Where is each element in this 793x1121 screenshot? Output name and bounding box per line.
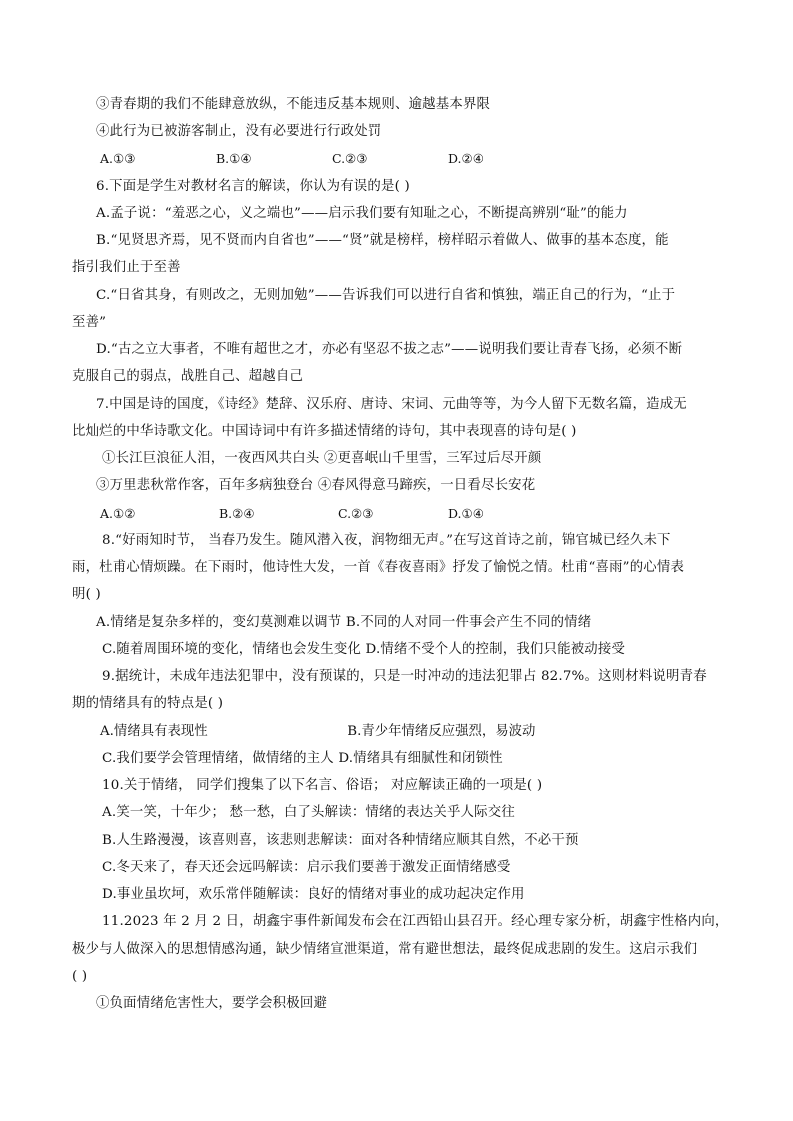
question-8: 8.“好雨知时节， 当春乃发生。随风潜入夜，润物细无声。”在写这首诗之前，锦官城已经久未下 — [102, 533, 671, 548]
text-line: ( ) — [72, 969, 88, 984]
text-line: 至善” — [72, 315, 107, 330]
text-line: B.“见贤思齐焉，见不贤而内自省也”——“贤”就是榜样，榜样昭示着做人、做事的基本态度，能 — [96, 233, 669, 248]
text-line: D.事业虽坎坷，欢乐常伴随解读：良好的情绪对事业的成功起决定作用 — [102, 887, 525, 902]
question-11: 11.2023 年 2 月 2 日，胡鑫宇事件新闻发布会在江西铅山县召开。经心理专家分析，胡鑫宇性格内向， — [102, 914, 729, 929]
text-line: 指引我们止于至善 — [72, 260, 181, 275]
option: A.①③ — [100, 151, 136, 166]
text-line: D.“古之立大事者，不唯有超世之才，亦必有坚忍不拔之志”——说明我们要让青春飞扬，必须不断 — [96, 342, 683, 357]
text-line: 比灿烂的中华诗歌文化。中国诗词中有许多描述情绪的诗句，其中表现喜的诗句是( ) — [72, 424, 577, 439]
options-row-q9 — [100, 723, 535, 741]
option: B.①④ — [215, 151, 252, 166]
option: A.情绪具有表现性 — [100, 724, 208, 739]
option: B.青少年情绪反应强烈，易波动 — [347, 724, 536, 739]
question-10: 10.关于情绪， 同学们搜集了以下名言、俗语； 对应解读正确的一项是( ) — [102, 778, 543, 793]
text-line: ③万里悲秋常作客，百年多病独登台 ④春风得意马蹄疾，一日看尽长安花 — [96, 478, 536, 493]
option: D.①④ — [447, 506, 484, 521]
question-9: 9.据统计，未成年违法犯罪中，没有预谋的，只是一时冲动的违法犯罪占 82.7%。这则材料说明青春 — [102, 669, 707, 684]
text-line: 期的情绪具有的特点是( ) — [72, 696, 224, 711]
question-6: 6.下面是学生对教材名言的解读，你认为有误的是( ) — [96, 179, 410, 194]
question-7: 7.中国是诗的国度，《诗经》楚辞、汉乐府、唐诗、宋词、元曲等等，为今人留下无数名篇，造成无 — [96, 397, 687, 412]
text-line: A.情绪是复杂多样的，变幻莫测难以调节 B.不同的人对同一件事会产生不同的情绪 — [96, 615, 592, 630]
options-row-q7 — [100, 505, 484, 523]
option: D.②④ — [447, 151, 484, 166]
text-line: ④此行为已被游客制止，没有必要进行行政处罚 — [96, 124, 382, 139]
text-line: C.冬天来了，春天还会远吗解读：启示我们要善于激发正面情绪感受 — [102, 860, 511, 875]
text-line: 极少与人做深入的思想情感沟通，缺少情绪宣泄渠道，常有避世想法，最终促成悲剧的发生。这启示我们 — [72, 942, 698, 957]
options-row-q5 — [100, 150, 484, 168]
text-line: C.“日省其身，有则改之，无则加勉”——告诉我们可以进行自省和慎独，端正自己的行为，“止于 — [96, 288, 676, 303]
text-line: 明( ) — [72, 587, 101, 602]
text-line: C.随着周围环境的变化，情绪也会发生变化 D.情绪不受个人的控制，我们只能被动接受 — [102, 642, 626, 657]
option: B.②④ — [218, 506, 255, 521]
text-line: A.笑一笑，十年少； 愁一愁，白了头解读：情绪的表达关乎人际交往 — [102, 805, 515, 820]
text-line: 雨，杜甫心情烦躁。在下雨时，他诗性大发，一首《春夜喜雨》抒发了愉悦之情。杜甫“喜雨”的心情表 — [72, 560, 685, 575]
option: C.②③ — [337, 506, 374, 521]
text-line: ①长江巨浪征人泪，一夜西风共白头 ②更喜岷山千里雪，三军过后尽开颜 — [102, 451, 542, 466]
text-line: 克服自己的弱点，战胜自己、超越自己 — [72, 369, 304, 384]
text-line: A.孟子说：“羞恶之心，义之端也”——启示我们要有知耻之心，不断提高辨别“耻”的能力 — [96, 206, 628, 221]
option: C.②③ — [331, 151, 368, 166]
text-line: ③青春期的我们不能肆意放纵，不能违反基本规则、逾越基本界限 — [96, 97, 491, 112]
text-line: C.我们要学会管理情绪，做情绪的主人 D.情绪具有细腻性和闭锁性 — [102, 751, 503, 766]
option: A.①② — [100, 506, 136, 521]
text-line: ①负面情绪危害性大，要学会积极回避 — [96, 996, 328, 1011]
text-line: B.人生路漫漫，该喜则喜，该悲则悲解读：面对各种情绪应顺其自然，不必干预 — [102, 833, 579, 848]
